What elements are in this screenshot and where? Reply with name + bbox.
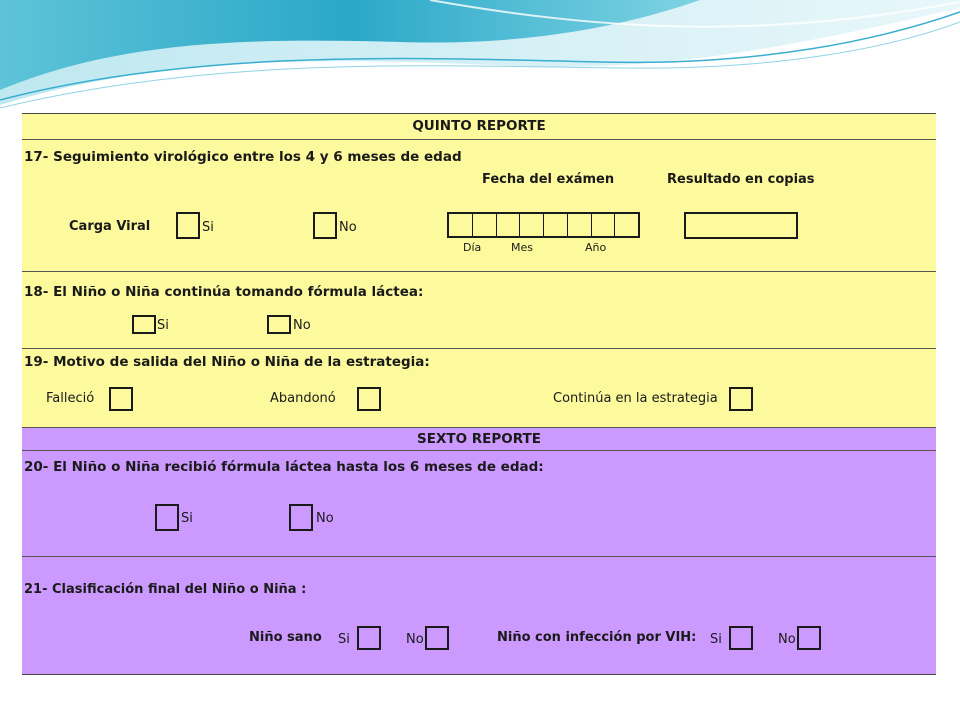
q20-no-checkbox[interactable] [289,504,313,531]
fecha-examen-label: Fecha del exámen [482,172,615,187]
nino-sano-si-label: Si [338,632,350,647]
carga-viral-no-label: No [339,220,357,235]
infeccion-vih-label: Niño con infección por VIH: [497,630,697,645]
fallecio-label: Falleció [46,391,95,406]
sexto-reporte-header: SEXTO REPORTE [22,428,936,451]
dia-label: Día [463,241,482,254]
q20-no-label: No [316,511,334,526]
q20-si-checkbox[interactable] [155,504,179,531]
continua-label: Continúa en la estrategia [553,391,718,406]
nino-sano-label: Niño sano [249,630,322,645]
q19-question: 19- Motivo de salida del Niño o Niña de la estrategia: [24,354,430,370]
fecha-examen-field[interactable] [447,212,640,238]
quinto-reporte-header: QUINTO REPORTE [22,114,936,140]
nino-sano-no-label: No [406,632,424,647]
carga-viral-si-label: Si [202,220,214,235]
section-q19 [22,349,936,428]
q21-question: 21- Clasificación final del Niño o Niña : [24,582,307,597]
section-q20 [22,451,936,557]
infeccion-no-label: No [778,632,796,647]
q17-question: 17- Seguimiento virológico entre los 4 y 6 meses de edad [24,149,462,165]
infeccion-si-checkbox[interactable] [729,626,753,650]
carga-viral-no-checkbox[interactable] [313,212,337,239]
mes-label: Mes [511,241,533,254]
nino-sano-si-checkbox[interactable] [357,626,381,650]
q18-no-label: No [293,318,311,333]
q18-si-checkbox[interactable] [132,315,156,334]
carga-viral-label: Carga Viral [69,219,151,234]
anio-label: Año [585,241,607,254]
report-form [22,113,936,675]
q18-si-label: Si [157,318,169,333]
abandono-checkbox[interactable] [357,387,381,411]
carga-viral-si-checkbox[interactable] [176,212,200,239]
section-q21 [22,557,936,674]
resultado-copias-field[interactable] [684,212,798,239]
header-wave-decoration [0,0,960,120]
infeccion-si-label: Si [710,632,722,647]
continua-checkbox[interactable] [729,387,753,411]
q18-no-checkbox[interactable] [267,315,291,334]
section-q18 [22,272,936,349]
q18-question: 18- El Niño o Niña continúa tomando fórmula láctea: [24,284,424,300]
section-q17 [22,140,936,272]
fallecio-checkbox[interactable] [109,387,133,411]
abandono-label: Abandonó [270,391,336,406]
q20-si-label: Si [181,511,193,526]
q20-question: 20- El Niño o Niña recibió fórmula láctea hasta los 6 meses de edad: [24,459,544,475]
infeccion-no-checkbox[interactable] [797,626,821,650]
resultado-copias-label: Resultado en copias [667,172,815,187]
nino-sano-no-checkbox[interactable] [425,626,449,650]
